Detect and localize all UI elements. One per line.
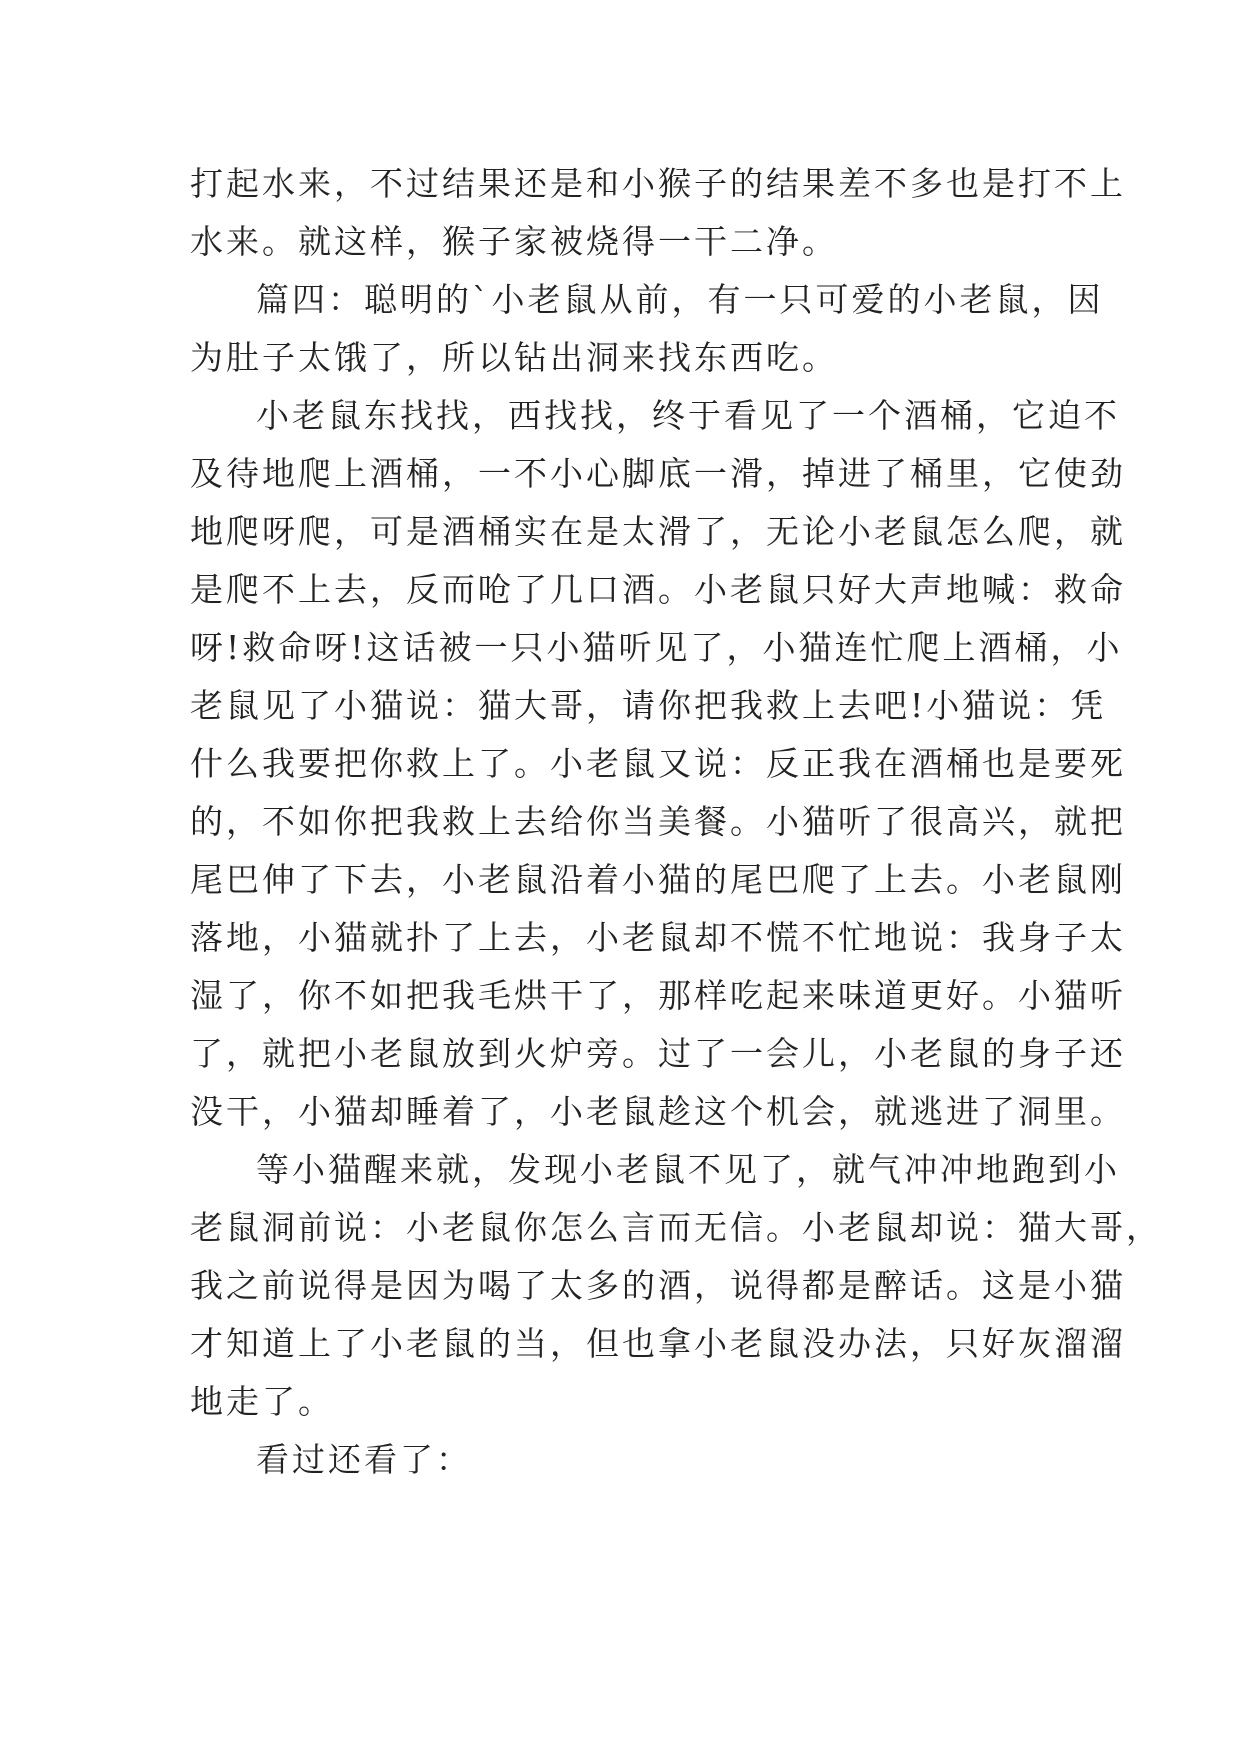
paragraph-line: 没干，小猫却睡着了，小老鼠趁这个机会，就逃进了洞里。 [190,1092,1126,1131]
paragraph-2 [190,271,1104,387]
paragraph-line: 的，不如你把我救上去给你当美餐。小猫听了很高兴，就把 [190,802,1126,841]
paragraph-line: 什么我要把你救上了。小老鼠又说：反正我在酒桶也是要死 [190,744,1126,783]
paragraph-line: 呀!救命呀!这话被一只小猫听见了，小猫连忙爬上酒桶，小 [190,628,1123,667]
paragraph-line: 老鼠洞前说：小老鼠你怎么言而无信。小老鼠却说：猫大哥， [190,1208,1162,1247]
paragraph-line: 看过还看了： [256,1440,472,1479]
document-body [190,155,1162,1489]
paragraph-line: 了，就把小老鼠放到火炉旁。过了一会儿，小老鼠的身子还 [190,1034,1126,1073]
paragraph-line: 是爬不上去，反而呛了几口酒。小老鼠只好大声地喊：救命 [190,570,1126,609]
paragraph-line: 水来。就这样，猴子家被烧得一干二净。 [190,222,838,261]
paragraph-line: 等小猫醒来就，发现小老鼠不见了，就气冲冲地跑到小 [256,1150,1120,1189]
paragraph-line: 我之前说得是因为喝了太多的酒，说得都是醉话。这是小猫 [190,1266,1126,1305]
paragraph-4 [190,1141,1162,1431]
paragraph-line: 为肚子太饿了，所以钻出洞来找东西吃。 [190,338,838,377]
paragraph-line: 篇四：聪明的`小老鼠从前，有一只可爱的小老鼠，因 [256,280,1104,319]
paragraph-line: 落地，小猫就扑了上去，小老鼠却不慌不忙地说：我身子太 [190,918,1126,957]
paragraph-line: 老鼠见了小猫说：猫大哥，请你把我救上去吧!小猫说：凭 [190,686,1107,725]
paragraph-line: 小老鼠东找找，西找找，终于看见了一个酒桶，它迫不 [256,396,1120,435]
paragraph-5 [190,1431,1070,1489]
paragraph-3 [190,387,1126,1141]
paragraph-line: 打起水来，不过结果还是和小猴子的结果差不多也是打不上 [190,164,1126,203]
paragraph-1 [190,155,1126,271]
paragraph-line: 尾巴伸了下去，小老鼠沿着小猫的尾巴爬了上去。小老鼠刚 [190,860,1126,899]
paragraph-line: 才知道上了小老鼠的当，但也拿小老鼠没办法，只好灰溜溜 [190,1324,1126,1363]
paragraph-line: 地走了。 [190,1382,334,1421]
paragraph-line: 地爬呀爬，可是酒桶实在是太滑了，无论小老鼠怎么爬，就 [190,512,1126,551]
paragraph-line: 湿了，你不如把我毛烘干了，那样吃起来味道更好。小猫听 [190,976,1126,1015]
paragraph-line: 及待地爬上酒桶，一不小心脚底一滑，掉进了桶里，它使劲 [190,454,1126,493]
